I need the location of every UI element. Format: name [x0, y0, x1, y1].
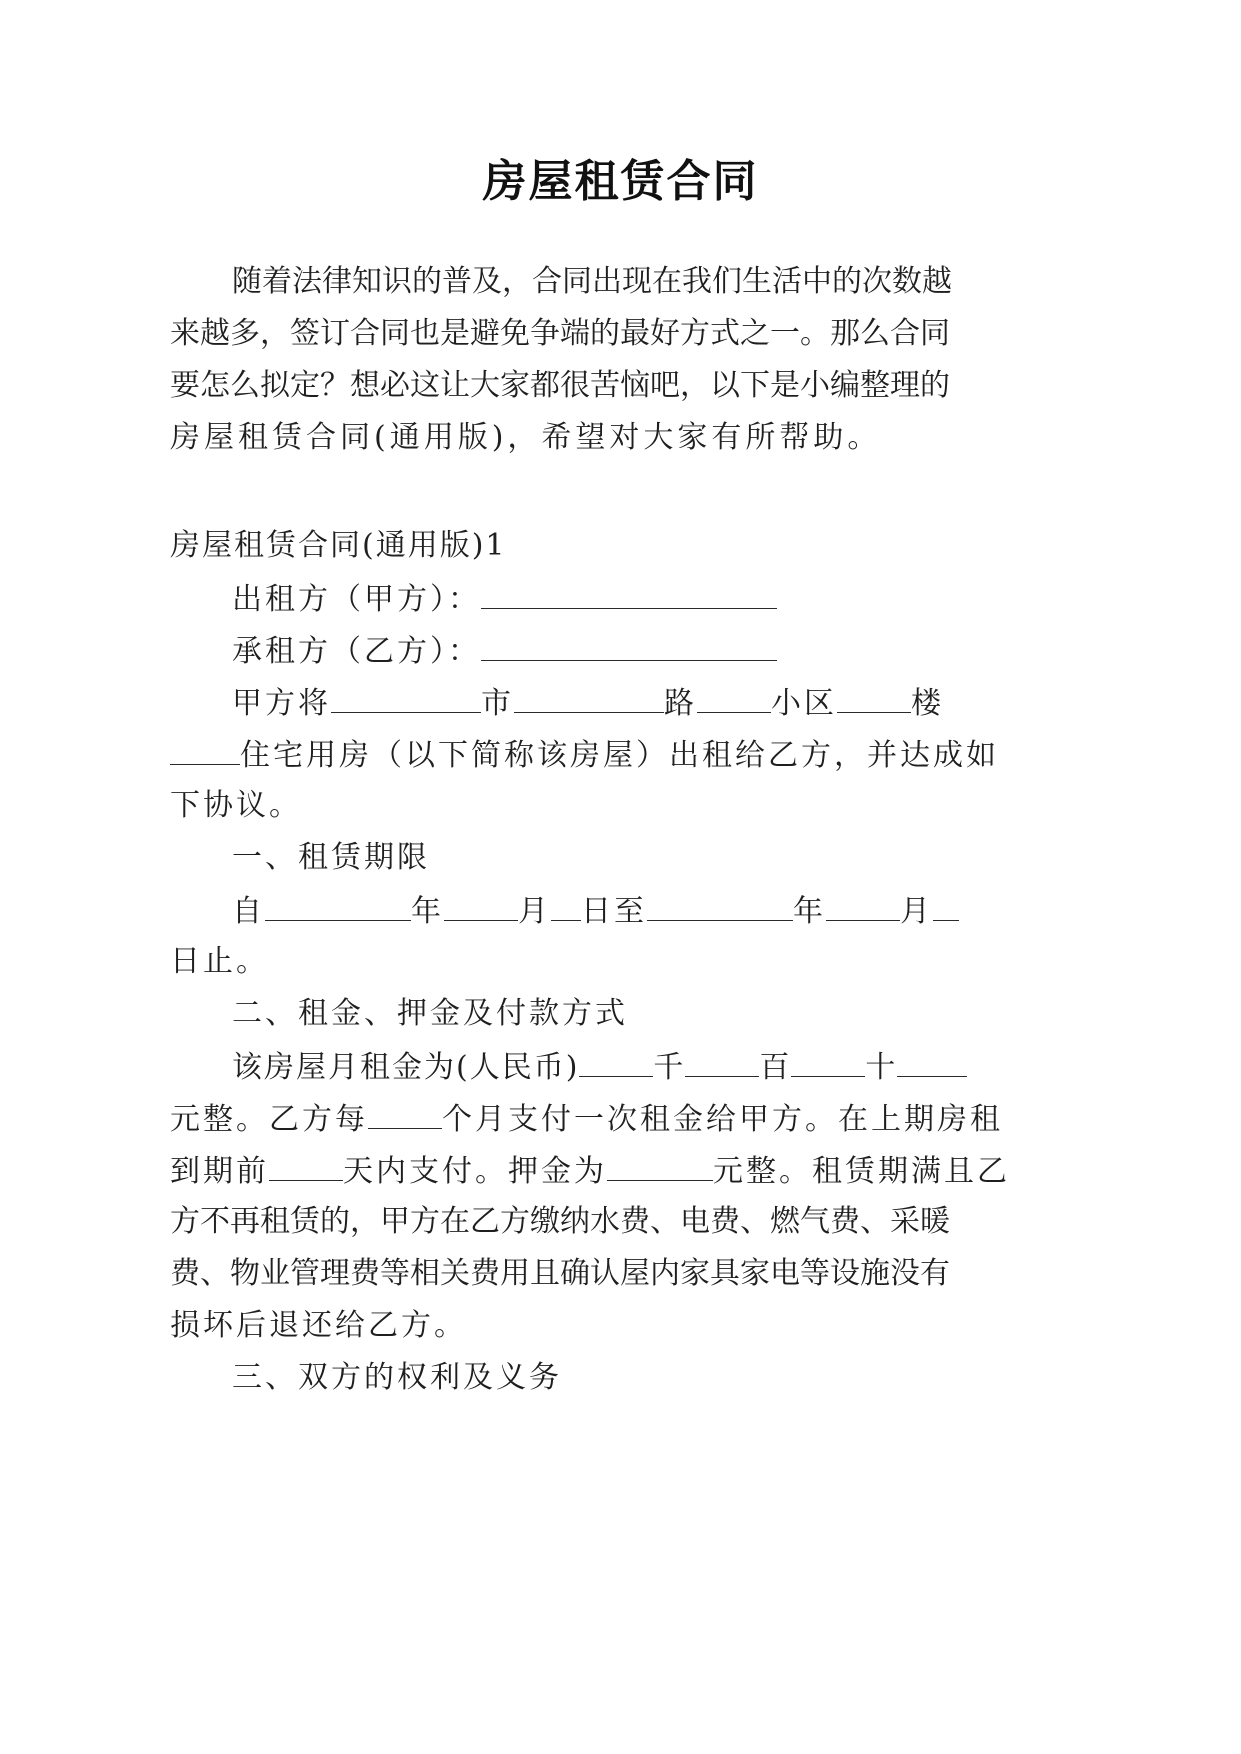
property-text-city: 市 [481, 686, 514, 721]
rent-line-6: 损坏后退还给乙方。 [170, 1308, 467, 1343]
lessor-name-blank[interactable] [481, 578, 777, 609]
community-blank[interactable] [697, 682, 771, 713]
property-line-1 [232, 682, 944, 724]
rent-text-1: 该房屋月租金为(人民币) [232, 1050, 580, 1085]
section2-heading: 二、租金、押金及付款方式 [232, 996, 628, 1031]
term-text-to: 日至 [581, 894, 647, 929]
rent-thousand-blank[interactable] [579, 1046, 653, 1077]
start-day-blank[interactable] [551, 890, 581, 921]
payment-months-blank[interactable] [368, 1098, 442, 1129]
rent-hundred-blank[interactable] [685, 1046, 759, 1077]
rent-text-4: 到期前 [170, 1154, 269, 1189]
building-blank[interactable] [837, 682, 911, 713]
deposit-blank[interactable] [607, 1150, 713, 1181]
rent-line-3 [170, 1150, 1010, 1192]
end-year-blank[interactable] [647, 890, 793, 921]
term-text-month-2: 月 [900, 894, 933, 929]
start-month-blank[interactable] [444, 890, 518, 921]
property-text-building: 楼 [911, 686, 944, 721]
property-text-1: 甲方将 [232, 686, 331, 721]
term-text-year: 年 [411, 894, 444, 929]
intro-line-4: 房屋租赁合同(通用版)，希望对大家有所帮助。 [170, 420, 882, 455]
property-text-road: 路 [664, 686, 697, 721]
unit-blank[interactable] [170, 734, 240, 765]
end-month-blank[interactable] [826, 890, 900, 921]
lessor-row [232, 578, 777, 620]
lessee-name-blank[interactable] [481, 630, 777, 661]
rent-text-thousand: 千 [653, 1050, 686, 1085]
lessor-label: 出租方（甲方）： [232, 582, 481, 617]
rent-line-1 [232, 1046, 967, 1088]
term-text-year-2: 年 [793, 894, 826, 929]
payment-days-blank[interactable] [269, 1150, 343, 1181]
rent-unit-blank[interactable] [897, 1046, 967, 1077]
rent-line-2 [170, 1098, 1003, 1140]
road-blank[interactable] [514, 682, 664, 713]
rent-line-5: 费、物业管理费等相关费用且确认屋内家具家电等设施没有 [170, 1256, 950, 1291]
section1-heading: 一、租赁期限 [232, 840, 430, 875]
property-text-community: 小区 [771, 686, 837, 721]
end-day-blank[interactable] [933, 890, 959, 921]
rent-text-6: 元整。租赁期满且乙 [713, 1154, 1010, 1189]
term-text-month: 月 [518, 894, 551, 929]
rent-line-4: 方不再租赁的，甲方在乙方缴纳水费、电费、燃气费、采暖 [170, 1204, 950, 1239]
lessee-label: 承租方（乙方）： [232, 634, 481, 669]
term-text-from: 自 [232, 894, 265, 929]
rent-text-ten: 十 [865, 1050, 898, 1085]
term-line-2: 日止。 [170, 944, 269, 979]
intro-line-3: 要怎么拟定？想必这让大家都很苦恼吧，以下是小编整理的 [170, 368, 950, 403]
term-line-1 [232, 890, 959, 932]
rent-text-hundred: 百 [759, 1050, 792, 1085]
property-text-2: 住宅用房（以下简称该房屋）出租给乙方，并达成如 [240, 738, 999, 773]
lessee-row [232, 630, 777, 672]
rent-text-2: 元整。乙方每 [170, 1102, 368, 1137]
document-title: 房屋租赁合同 [482, 156, 759, 207]
start-year-blank[interactable] [265, 890, 411, 921]
contract-subtitle: 房屋租赁合同(通用版)1 [170, 528, 507, 563]
property-line-2 [170, 734, 999, 776]
section3-heading: 三、双方的权利及义务 [232, 1360, 562, 1395]
rent-text-3: 个月支付一次租金给甲方。在上期房租 [442, 1102, 1003, 1137]
intro-line-1: 随着法律知识的普及，合同出现在我们生活中的次数越 [232, 264, 952, 299]
property-line-3: 下协议。 [170, 788, 302, 823]
city-blank[interactable] [331, 682, 481, 713]
rent-text-5: 天内支付。押金为 [343, 1154, 607, 1189]
intro-line-2: 来越多，签订合同也是避免争端的最好方式之一。那么合同 [170, 316, 950, 351]
rent-ten-blank[interactable] [791, 1046, 865, 1077]
